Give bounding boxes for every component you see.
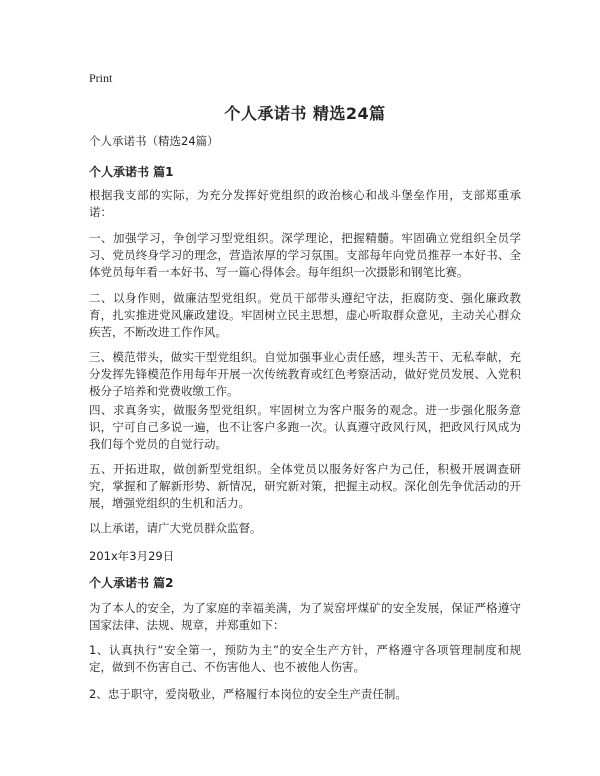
paragraph: 2、忠于职守，爱岗敬业，严格履行本岗位的安全生产责任制。 (89, 687, 407, 701)
paragraph: 1、认真执行“安全第一，预防为主”的安全生产方针，严格遵守各项管理制度和规定，做到不伤害自己、不伤害他人、也不被他人伤害。 (89, 643, 521, 674)
print-label[interactable]: Print (89, 71, 113, 85)
paragraph: 一、加强学习，争创学习型党组织。深学理论，把握精髓。牢固确立党组织全员学习、党员终身学习的理念，营造浓厚的学习氛围。支部每年向党员推荐一本好书、全体党员每年看一本好书、写一篇心得体会。每年组织一次摄影和钢笔比赛。 (89, 231, 521, 279)
section-heading-2: 个人承诺书 篇2 (89, 576, 174, 590)
section-heading-1: 个人承诺书 篇1 (89, 165, 174, 179)
paragraph: 二、以身作则，做廉洁型党组织。党员干部带头遵纪守法，拒腐防变、强化廉政教育，扎实推进党风廉政建设。牢固树立民主思想，虚心听取群众意见，主动关心群众疾苦，不断改进工作作风。 (89, 291, 521, 339)
paragraph: 三、模范带头，做实干型党组织。自觉加强事业心责任感，埋头苦干、无私奉献，充分发挥先锋模范作用每年开展一次传统教育或红色考察活动，做好党员发展、入党积极分子培养和党费收缴工作。 (89, 350, 521, 398)
paragraph: 以上承诺，请广大党员群众监督。 (89, 521, 262, 535)
paragraph: 五、开拓进取，做创新型党组织。全体党员以服务好客户为己任，积极开展调查研究，掌握和了解新形势、新情况，研究新对策，把握主动权。深化创先争优活动的开展，增强党组织的生机和活力。 (89, 462, 521, 510)
paragraph: 根据我支部的实际，为充分发挥好党组织的政治核心和战斗堡垒作用，支部郑重承诺： (89, 188, 521, 219)
document-subtitle: 个人承诺书（精选24篇） (89, 134, 219, 148)
paragraph: 四、求真务实，做服务型党组织。牢固树立为客户服务的观念。进一步强化服务意识，宁可自己多说一遍，也不让客户多跑一次。认真遵守政风行风，把政风行风成为我们每个党员的自觉行动。 (89, 403, 521, 451)
paragraph: 为了本人的安全，为了家庭的幸福美满，为了炭窑坪煤矿的安全发展，保证严格遵守国家法律、法规、规章，并郑重如下： (89, 601, 521, 632)
date-line: 201x年3月29日 (89, 549, 175, 563)
page-title: 个人承诺书 精选24篇 (224, 104, 386, 123)
